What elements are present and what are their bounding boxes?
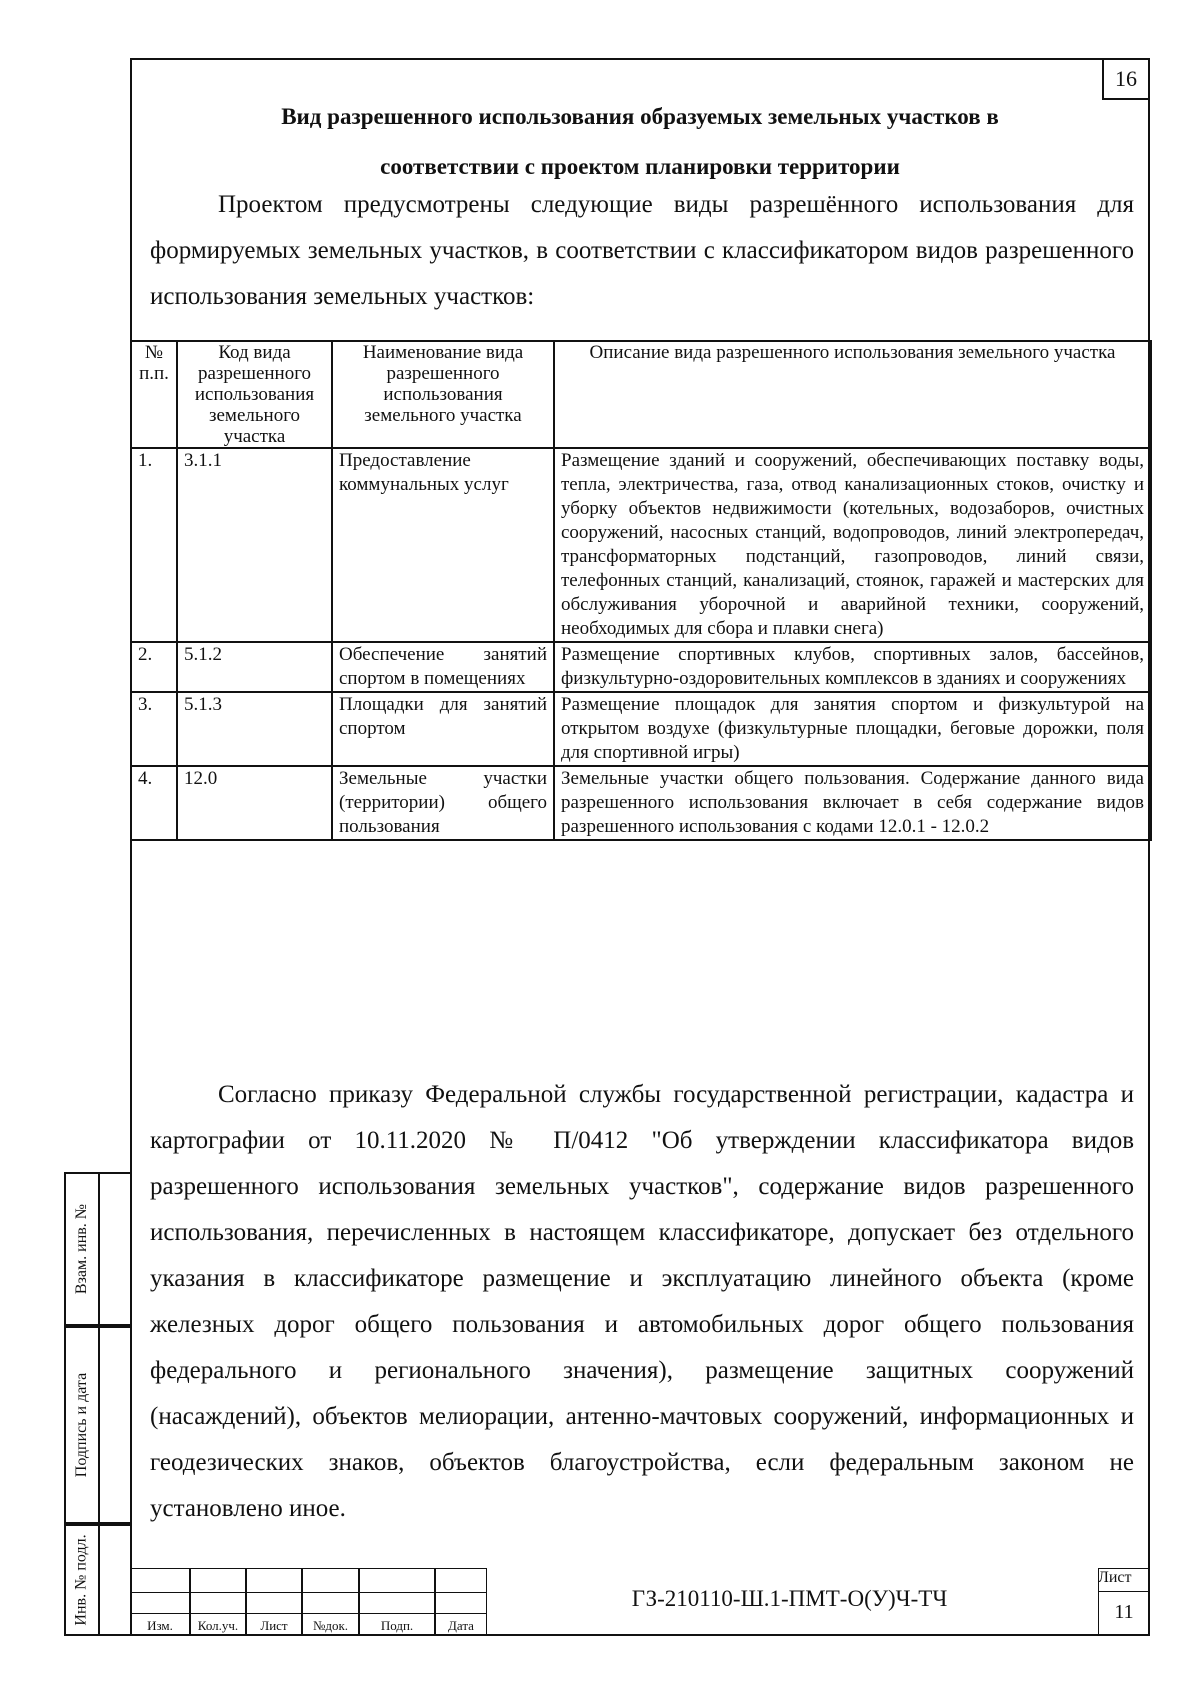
- cell-desc: Размещение спортивных клубов, спортивных залов, бассейнов, физкультурно-оздоровительных комплексов в зданиях и сооружениях: [554, 642, 1151, 692]
- side-block-podpis: [64, 1326, 130, 1524]
- cell-code: 3.1.1: [177, 448, 332, 642]
- side-label-vzam: Взам. инв. №: [73, 1203, 91, 1295]
- cell-desc: Размещение зданий и сооружений, обеспечивающих поставку воды, тепла, электричества, газа, отвод канализационных стоков, очистку и уборку объектов недвижимости (котельных, водозаборов, очистных сооружений, насосных станций, водопроводов, линий электропередач, трансформаторных подстанций, газопроводов, линий связи, телефонных станций, канализаций, стоянок, гаражей и мастерских для обслуживания уборочной и аварийной техники, сооружений, необходимых для сбора и плавки снега): [554, 448, 1151, 642]
- cell-code: 12.0: [177, 766, 332, 840]
- table-header-row: [131, 341, 1151, 448]
- title-line-2: соответствии с проектом планировки территории: [380, 154, 900, 179]
- table-row: [131, 692, 1151, 766]
- cell-code: 5.1.2: [177, 642, 332, 692]
- title-line-1: Вид разрешенного использования образуемых земельных участков в: [281, 104, 999, 129]
- header-num: № п.п.: [131, 341, 177, 448]
- stamp-ndok: №док.: [312, 1618, 349, 1633]
- cell-name: Земельные участки (территории) общего пользования: [332, 766, 554, 840]
- cell-code: 5.1.3: [177, 692, 332, 766]
- page-number: 16: [1102, 60, 1148, 100]
- stamp-data: Дата: [448, 1618, 474, 1633]
- cell-num: 2.: [131, 642, 177, 692]
- header-desc: Описание вида разрешенного использования земельного участка: [554, 341, 1151, 448]
- sheet-number: 11: [1114, 1601, 1134, 1623]
- land-use-table: [130, 340, 1152, 841]
- side-label-podpis: Подпись и дата: [73, 1372, 90, 1478]
- cell-num: 3.: [131, 692, 177, 766]
- intro-paragraph: Проектом предусмотрены следующие виды разрешённого использования для формируемых земельных участков, в соответствии с классификатором видов разрешенного использования земельных участков:: [150, 191, 1134, 310]
- stamp-izm: Изм.: [147, 1618, 173, 1633]
- cell-name: Площадки для занятий спортом: [332, 692, 554, 766]
- cell-num: 4.: [131, 766, 177, 840]
- table-row: [131, 766, 1151, 840]
- header-code: Код вида разрешенного использования земельного участка: [177, 341, 332, 448]
- table-row: [131, 448, 1151, 642]
- cell-desc: Размещение площадок для занятия спортом и физкультурой на открытом воздухе (физкультурные площадки, беговые дорожки, поля для спортивной игры): [554, 692, 1151, 766]
- conclusion-paragraph: Согласно приказу Федеральной службы государственной регистрации, кадастра и картографии от 10.11.2020 № П/0412 "Об утверждении классификатора видов разрешенного использования земельных участков", содержание видов разрешенного использования, перечисленных в настоящем классификаторе, допускает без отдельного указания в классификаторе размещение и эксплуатацию линейного объекта (кроме железных дорог общего пользования и автомобильных дорог общего пользования федерального и регионального значения), размещение защитных сооружений (насаждений), объектов мелиорации, антенно-мачтовых сооружений, информационных и геодезических знаков, объектов благоустройства, если федеральным законом не установлено иное.: [150, 1081, 1134, 1522]
- side-label-inv: Инв. № подл.: [73, 1534, 91, 1626]
- cell-desc: Земельные участки общего пользования. Содержание данного вида разрешенного использования включает в себя содержание видов разрешенного использования с кодами 12.0.1 - 12.0.2: [554, 766, 1151, 840]
- table-row: [131, 642, 1151, 692]
- side-block-inv: [64, 1524, 130, 1636]
- cell-name: Обеспечение занятий спортом в помещениях: [332, 642, 554, 692]
- header-name: Наименование вида разрешенного использования земельного участка: [332, 341, 554, 448]
- sheet-label: Лист: [1098, 1569, 1132, 1586]
- stamp-list: Лист: [260, 1618, 288, 1633]
- stamp-podp: Подп.: [380, 1618, 414, 1633]
- side-block-vzam: [64, 1172, 130, 1326]
- cell-num: 1.: [131, 448, 177, 642]
- cell-name: Предоставление коммунальных услуг: [332, 448, 554, 642]
- stamp-kol: Кол.уч.: [197, 1618, 239, 1633]
- document-code: ГЗ-210110-Ш.1-ПМТ-О(У)Ч-ТЧ: [631, 1586, 948, 1611]
